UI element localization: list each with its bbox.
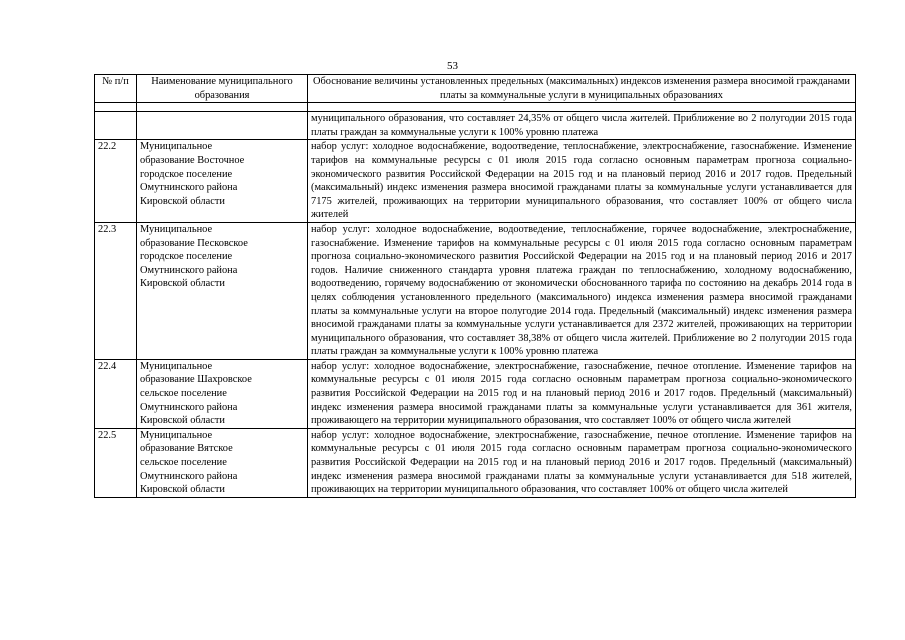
municipality-name-line: образование Вятское (140, 443, 233, 455)
municipality-name-line: Кировской области (140, 415, 225, 427)
municipality-name-line: Омутнинского района (140, 264, 238, 276)
spacer-cell (308, 103, 856, 112)
municipality-name-line: Муниципальное (140, 429, 213, 441)
table-row (95, 359, 856, 428)
justification-text: набор услуг: холодное водоснабжение, электроснабжение, газоснабжение, печное отопление. Изменение тарифов на коммунальные ресурсы с 01 июля 2015 года согласно основным параметрам прогноза социально-экономического развития Российской Федерации на 2015 год и на плановый период 2016 и 2017 годов. Предельный (максимальный) индекс изменения размера вносимой гражданами платы за коммунальные услуги устанавливается для 518 жителей, проживающих на территории муниципального образования, что составляет 100% от общего числа жителей (308, 428, 856, 497)
municipality-name-line: Кировской области (140, 278, 225, 290)
table-row (95, 140, 856, 223)
municipality-name-line: образование Восточное (140, 154, 245, 166)
municipality-name-line: сельское поселение (140, 388, 227, 400)
justification-text: набор услуг: холодное водоснабжение, водоотведение, теплоснабжение, горячее водоснабжение, электроснабжение, газоснабжение. Изменение тарифов на коммунальные ресурсы с 01 июля 2015 года согласно основным параметрам прогноза социально-экономического развития Российской Федерации на 2015 год и на плановый период 2016 и 2017 годов. Наличие сниженного стандарта уровня платежа граждан по теплоснабжению, холодному водоснабжению, водоотведению, горячему водоснабжению от экономически обоснованного тарифа по состоянию на декабрь 2014 года в целях соблюдения установленного предельного (максимального) индекса изменения размера вносимой гражданами платы за коммунальные услуги на второе полугодие 2014 года. Предельный (максимальный) индекс изменения размера вносимой гражданами платы за коммунальные услуги устанавливается для 2372 жителей, проживающих на территории муниципального образования, что составляет 38,38% от общего числа жителей. Приближение во 2 полугодии 2015 года платы граждан за коммунальные услуги к 100% уровню платежа (308, 222, 856, 359)
header-municipality-name: Наименование муниципального образования (137, 75, 308, 103)
header-justification: Обоснование величины установленных предельных (максимальных) индексов изменения размера вносимой гражданами платы за коммунальные услуги в муниципальных образованиях (308, 75, 856, 103)
municipality-name-line: образование Песковское (140, 237, 248, 249)
municipality-name-line: сельское поселение (140, 457, 227, 469)
municipality-name-line: Муниципальное (140, 141, 213, 153)
header-number: № п/п (95, 75, 137, 103)
table-row (95, 428, 856, 497)
municipality-name (137, 222, 308, 359)
justification-text: набор услуг: холодное водоснабжение, водоотведение, теплоснабжение, электроснабжение, газоснабжение. Изменение тарифов на коммунальные ресурсы с 01 июля 2015 года согласно основным параметрам прогноза социально-экономического развития Российской Федерации на 2015 год и на плановый период 2016 и 2017 годов. Предельный (максимальный) индекс изменения размера вносимой гражданами платы за коммунальные услуги устанавливается для 7175 жителей, проживающих на территории муниципального образования, что составляет 100% от общего числа жителей (308, 140, 856, 223)
table-row-continuation (95, 112, 856, 140)
justification-text: набор услуг: холодное водоснабжение, электроснабжение, газоснабжение, печное отопление. Изменение тарифов на коммунальные ресурсы с 01 июля 2015 года согласно основным параметрам прогноза социально-экономического развития Российской Федерации на 2015 год и на плановый период 2016 и 2017 годов. Предельный (максимальный) индекс изменения размера вносимой гражданами платы за коммунальные услуги устанавливается для 361 жителя, проживающего на территории муниципального образования, что составляет 100% от общего числа жителей (308, 359, 856, 428)
tariff-index-table (94, 74, 856, 498)
page-number: 53 (447, 60, 458, 72)
row-number: 22.3 (95, 222, 137, 359)
spacer-cell (95, 103, 137, 112)
municipality-name (137, 428, 308, 497)
municipality-name-line: Муниципальное (140, 223, 213, 235)
table-row (95, 222, 856, 359)
continuation-number-cell (95, 112, 137, 140)
row-number: 22.2 (95, 140, 137, 223)
row-number: 22.4 (95, 359, 137, 428)
continuation-name-cell (137, 112, 308, 140)
municipality-name-line: Омутнинского района (140, 182, 238, 194)
municipality-name-line: городское поселение (140, 251, 233, 263)
table-header-row (95, 75, 856, 103)
municipality-name-line: Омутнинского района (140, 470, 238, 482)
continuation-text: муниципального образования, что составляет 24,35% от общего числа жителей. Приближение во 2 полугодии 2015 года платы граждан за коммунальные услуги к 100% уровню платежа (308, 112, 856, 140)
municipality-name-line: городское поселение (140, 168, 233, 180)
row-number: 22.5 (95, 428, 137, 497)
table-spacer-row (95, 103, 856, 112)
municipality-name-line: Муниципальное (140, 360, 213, 372)
municipality-name-line: Кировской области (140, 484, 225, 496)
municipality-name-line: Омутнинского района (140, 401, 238, 413)
municipality-name (137, 140, 308, 223)
municipality-name (137, 359, 308, 428)
municipality-name-line: образование Шахровское (140, 374, 252, 386)
municipality-name-line: Кировской области (140, 195, 225, 207)
spacer-cell (137, 103, 308, 112)
